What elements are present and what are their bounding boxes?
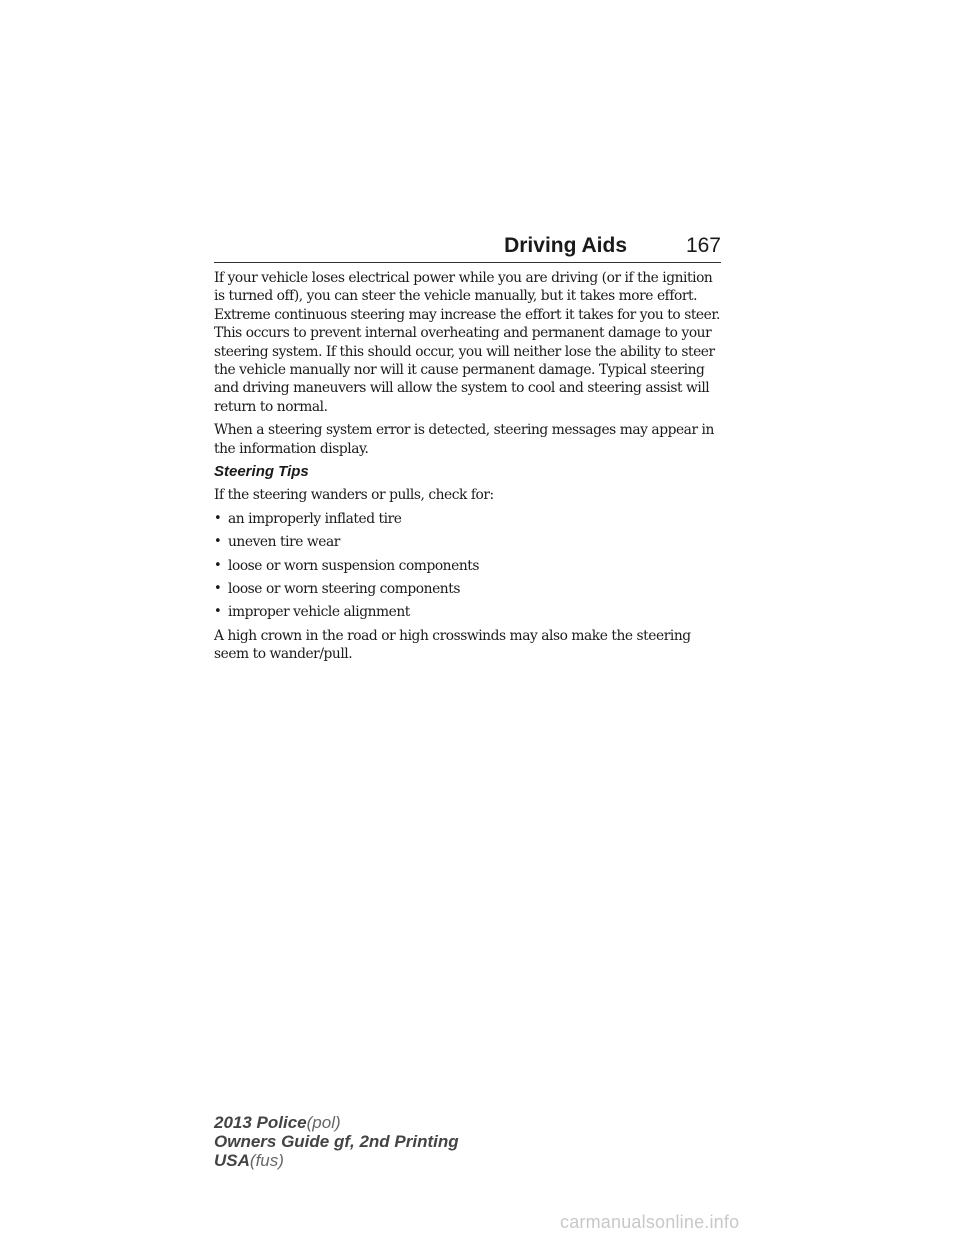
bullet-list <box>214 510 724 622</box>
body-paragraph: If your vehicle loses electrical power while you are driving (or if the ignition is turned off), you can steer the vehicle manually, but it takes more effort. Extreme continuous steering may increase the effort it takes for you to steer. This occurs to prevent internal overheating and permanent damage to your steering system. If this should occur, you will neither lose the ability to steer the vehicle manually nor will it cause permanent damage. Typical steering and driving maneuvers will allow the system to cool and steering assist will return to normal. <box>214 270 720 415</box>
footer-market-code: (fus) <box>249 1151 284 1170</box>
list-item-text: loose or worn suspension components <box>228 557 479 574</box>
body-paragraph: When a steering system error is detected, steering messages may appear in the information display. <box>214 422 714 457</box>
footer-line-model <box>214 1113 459 1132</box>
bullet-icon: • <box>214 604 222 620</box>
closing-paragraph: A high crown in the road or high crosswinds may also make the steering seem to wander/pull. <box>214 627 691 663</box>
subheading: Steering Tips <box>214 463 309 481</box>
list-item-text: uneven tire wear <box>228 534 340 551</box>
list-item <box>214 533 724 551</box>
section-title: Driving Aids <box>504 234 627 257</box>
footer-model-code: (pol) <box>306 1113 341 1132</box>
print-footer <box>214 1113 459 1170</box>
footer-line-market <box>214 1151 459 1170</box>
bullet-icon: • <box>214 510 222 526</box>
list-item <box>214 557 724 575</box>
bullet-icon: • <box>214 557 222 573</box>
bullet-icon: • <box>214 581 222 597</box>
list-intro: If the steering wanders or pulls, check for: <box>214 487 494 504</box>
page-header <box>214 230 721 263</box>
list-item-text: an improperly inflated tire <box>228 510 402 527</box>
footer-guide: Owners Guide gf, 2nd Printing <box>214 1132 459 1151</box>
list-item <box>214 510 724 528</box>
list-item-text: loose or worn steering components <box>228 581 460 598</box>
footer-model: 2013 Police <box>214 1113 307 1132</box>
page-number: 167 <box>685 234 721 257</box>
footer-line-guide <box>214 1132 459 1151</box>
list-item <box>214 603 724 621</box>
watermark-text: carmanualsonline.info <box>560 1212 740 1232</box>
bullet-icon: • <box>214 534 222 550</box>
page-content <box>214 269 724 669</box>
list-item-text: improper vehicle alignment <box>228 604 410 621</box>
list-item <box>214 580 724 598</box>
footer-market: USA <box>214 1151 250 1170</box>
